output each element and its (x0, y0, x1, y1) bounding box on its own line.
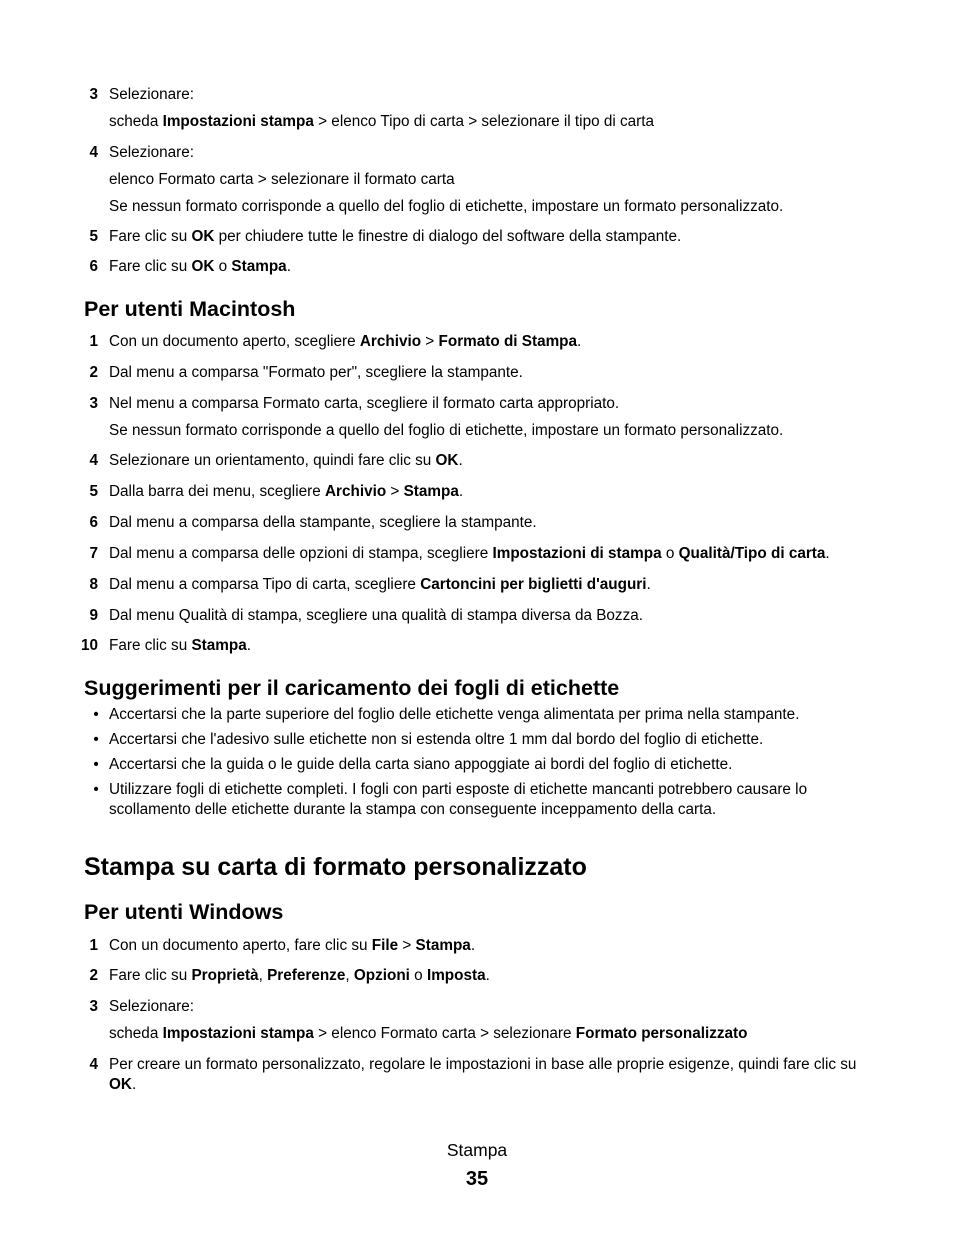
step-text (109, 227, 929, 247)
step-text (109, 997, 929, 1044)
step-number: 6 (89, 514, 98, 531)
step-line (109, 513, 929, 533)
text-run: Selezionare: (109, 86, 195, 103)
text-run: Per creare un formato personalizzato, regolare le impostazioni in base alle proprie esigenze, quindi fare clic su (109, 1056, 857, 1073)
bold-run: Preferenze (267, 967, 346, 984)
text-run: Fare clic su (109, 258, 192, 275)
bullet-text (109, 730, 929, 750)
bold-run: OK (191, 258, 215, 275)
step-line (109, 606, 929, 626)
bold-run: Proprietà (191, 967, 259, 984)
text-run: . (131, 1076, 137, 1093)
step-text (109, 544, 929, 564)
label-tips-heading: Suggerimenti per il caricamento dei fogli di etichette (84, 676, 620, 700)
text-run: Selezionare: (109, 144, 195, 161)
bold-run: Opzioni (353, 967, 410, 984)
text-run: . (470, 937, 476, 954)
step-line (109, 197, 929, 217)
text-run: Accertarsi che la parte superiore del foglio delle etichette venga alimentata per prima nella stampante. (109, 706, 800, 723)
step-number: 3 (89, 86, 98, 103)
step-text (109, 332, 929, 352)
step-line (109, 112, 929, 132)
text-run: . (485, 967, 490, 984)
step-number: 2 (89, 364, 98, 381)
bullet-icon: • (93, 731, 99, 748)
step-number: 3 (89, 395, 98, 412)
step-text (109, 636, 929, 656)
text-run: Utilizzare fogli di etichette completi. I fogli con parti esposte di etichette mancanti potrebbero causare lo (109, 781, 808, 798)
bold-run: Stampa (191, 637, 247, 654)
step-text (109, 1055, 929, 1095)
step-number: 2 (89, 967, 98, 984)
step-text (109, 966, 929, 986)
text-run: Dal menu Qualità di stampa, scegliere una qualità di stampa diversa da Bozza. (109, 607, 643, 624)
step-text (109, 257, 929, 277)
text-run: scheda (109, 113, 163, 130)
step-line (109, 394, 929, 414)
bold-run: Cartoncini per biglietti d'auguri (420, 576, 647, 593)
step-number: 10 (80, 637, 98, 654)
step-number: 1 (89, 937, 98, 954)
text-run: Se nessun formato corrisponde a quello del foglio di etichette, impostare un formato personalizzato. (109, 198, 784, 215)
text-run: Con un documento aperto, scegliere (109, 333, 360, 350)
step-text (109, 85, 929, 132)
step-line (109, 482, 929, 502)
text-run: , (345, 967, 354, 984)
bullet-line (109, 755, 929, 775)
bullet-icon: • (93, 706, 99, 723)
text-run: per chiudere tutte le finestre di dialogo del software della stampante. (214, 228, 682, 245)
bold-run: Impostazioni stampa (162, 113, 314, 130)
step-number: 4 (89, 144, 98, 161)
step-number: 4 (89, 452, 98, 469)
step-line (109, 544, 929, 564)
bullet-line (109, 730, 929, 750)
step-line (109, 966, 929, 986)
step-number: 6 (89, 258, 98, 275)
step-text (109, 482, 929, 502)
text-run: Nel menu a comparsa Formato carta, scegliere il formato carta appropriato. (109, 395, 620, 412)
step-line (109, 332, 929, 352)
step-text (109, 363, 929, 383)
text-run: scheda (109, 1025, 163, 1042)
step-number: 8 (89, 576, 98, 593)
step-text (109, 936, 929, 956)
step-line (109, 997, 929, 1017)
text-run: . (458, 483, 464, 500)
text-run: o (214, 258, 232, 275)
step-line (109, 421, 929, 441)
text-run: . (286, 258, 291, 275)
step-line (109, 575, 929, 595)
page-number: 35 (465, 1168, 489, 1190)
step-text (109, 394, 929, 441)
bold-run: Formato personalizzato (575, 1025, 748, 1042)
text-run: Fare clic su (109, 228, 192, 245)
text-run: . (577, 333, 582, 350)
step-line (109, 1024, 929, 1044)
text-run: > (386, 483, 404, 500)
bullet-line (109, 780, 929, 800)
step-line (109, 227, 929, 247)
bold-run: OK (191, 228, 215, 245)
step-text (109, 513, 929, 533)
step-line (109, 451, 929, 471)
step-line (109, 636, 929, 656)
text-run: . (646, 576, 651, 593)
text-run: Se nessun formato corrisponde a quello del foglio di etichette, impostare un formato personalizzato. (109, 422, 784, 439)
step-line (109, 1075, 929, 1095)
text-run: Con un documento aperto, fare clic su (109, 937, 372, 954)
step-number: 5 (89, 483, 98, 500)
bold-run: OK (109, 1076, 132, 1093)
step-line (109, 1055, 929, 1075)
text-run: Accertarsi che la guida o le guide della carta siano appoggiate ai bordi del foglio di etichette. (109, 756, 733, 773)
step-text (109, 575, 929, 595)
text-run: Dal menu a comparsa della stampante, scegliere la stampante. (109, 514, 537, 531)
text-run: . (825, 545, 830, 562)
text-run: Selezionare un orientamento, quindi fare clic su (109, 452, 436, 469)
bold-run: Stampa (403, 483, 459, 500)
text-run: > elenco Tipo di carta > selezionare il tipo di carta (313, 113, 654, 130)
text-run: . (458, 452, 463, 469)
bullet-line (109, 705, 929, 725)
step-line (109, 936, 929, 956)
text-run: Dal menu a comparsa Tipo di carta, scegliere (109, 576, 421, 593)
text-run: o (409, 967, 427, 984)
step-number: 1 (89, 333, 98, 350)
step-text (109, 451, 929, 471)
bold-run: Stampa (415, 937, 471, 954)
step-number: 9 (89, 607, 98, 624)
bullet-icon: • (93, 781, 99, 798)
text-run: Fare clic su (109, 967, 192, 984)
step-number: 4 (89, 1056, 98, 1073)
text-run: Selezionare: (109, 998, 195, 1015)
step-line (109, 143, 929, 163)
step-text (109, 606, 929, 626)
bold-run: OK (435, 452, 459, 469)
footer-section-name: Stampa (446, 1140, 508, 1160)
step-line (109, 363, 929, 383)
bullet-text (109, 705, 929, 725)
bold-run: Archivio (324, 483, 387, 500)
bullet-text (109, 780, 929, 820)
bold-run: File (371, 937, 399, 954)
text-run: scollamento delle etichette durante la stampa con conseguente inceppamento della carta. (109, 801, 717, 818)
step-number: 7 (89, 545, 98, 562)
bold-run: Stampa (231, 258, 287, 275)
bold-run: Impostazioni di stampa (492, 545, 662, 562)
step-line (109, 170, 929, 190)
step-number: 3 (89, 998, 98, 1015)
text-run: . (246, 637, 251, 654)
text-run: Dal menu a comparsa delle opzioni di stampa, scegliere (109, 545, 493, 562)
macintosh-heading: Per utenti Macintosh (84, 297, 296, 321)
text-run: Accertarsi che l'adesivo sulle etichette non si estenda oltre 1 mm dal bordo del foglio di etichette. (109, 731, 764, 748)
text-run: Fare clic su (109, 637, 192, 654)
text-run: > (421, 333, 439, 350)
bullet-line (109, 800, 929, 820)
bullet-text (109, 755, 929, 775)
bold-run: Qualità/Tipo di carta (678, 545, 826, 562)
text-run: Dalla barra dei menu, scegliere (109, 483, 325, 500)
step-line (109, 257, 929, 277)
bold-run: Archivio (359, 333, 422, 350)
bold-run: Impostazioni stampa (162, 1025, 314, 1042)
text-run: elenco Formato carta > selezionare il formato carta (109, 171, 455, 188)
windows-heading: Per utenti Windows (84, 900, 284, 924)
text-run: > (398, 937, 416, 954)
bullet-icon: • (93, 756, 99, 773)
step-line (109, 85, 929, 105)
text-run: > elenco Formato carta > selezionare (313, 1025, 576, 1042)
text-run: Dal menu a comparsa "Formato per", scegliere la stampante. (109, 364, 523, 381)
step-number: 5 (89, 228, 98, 245)
text-run: , (258, 967, 268, 984)
bold-run: Formato di Stampa (438, 333, 578, 350)
bold-run: Imposta (426, 967, 486, 984)
section-title: Stampa su carta di formato personalizzato (84, 853, 587, 881)
text-run: o (661, 545, 679, 562)
step-text (109, 143, 929, 217)
